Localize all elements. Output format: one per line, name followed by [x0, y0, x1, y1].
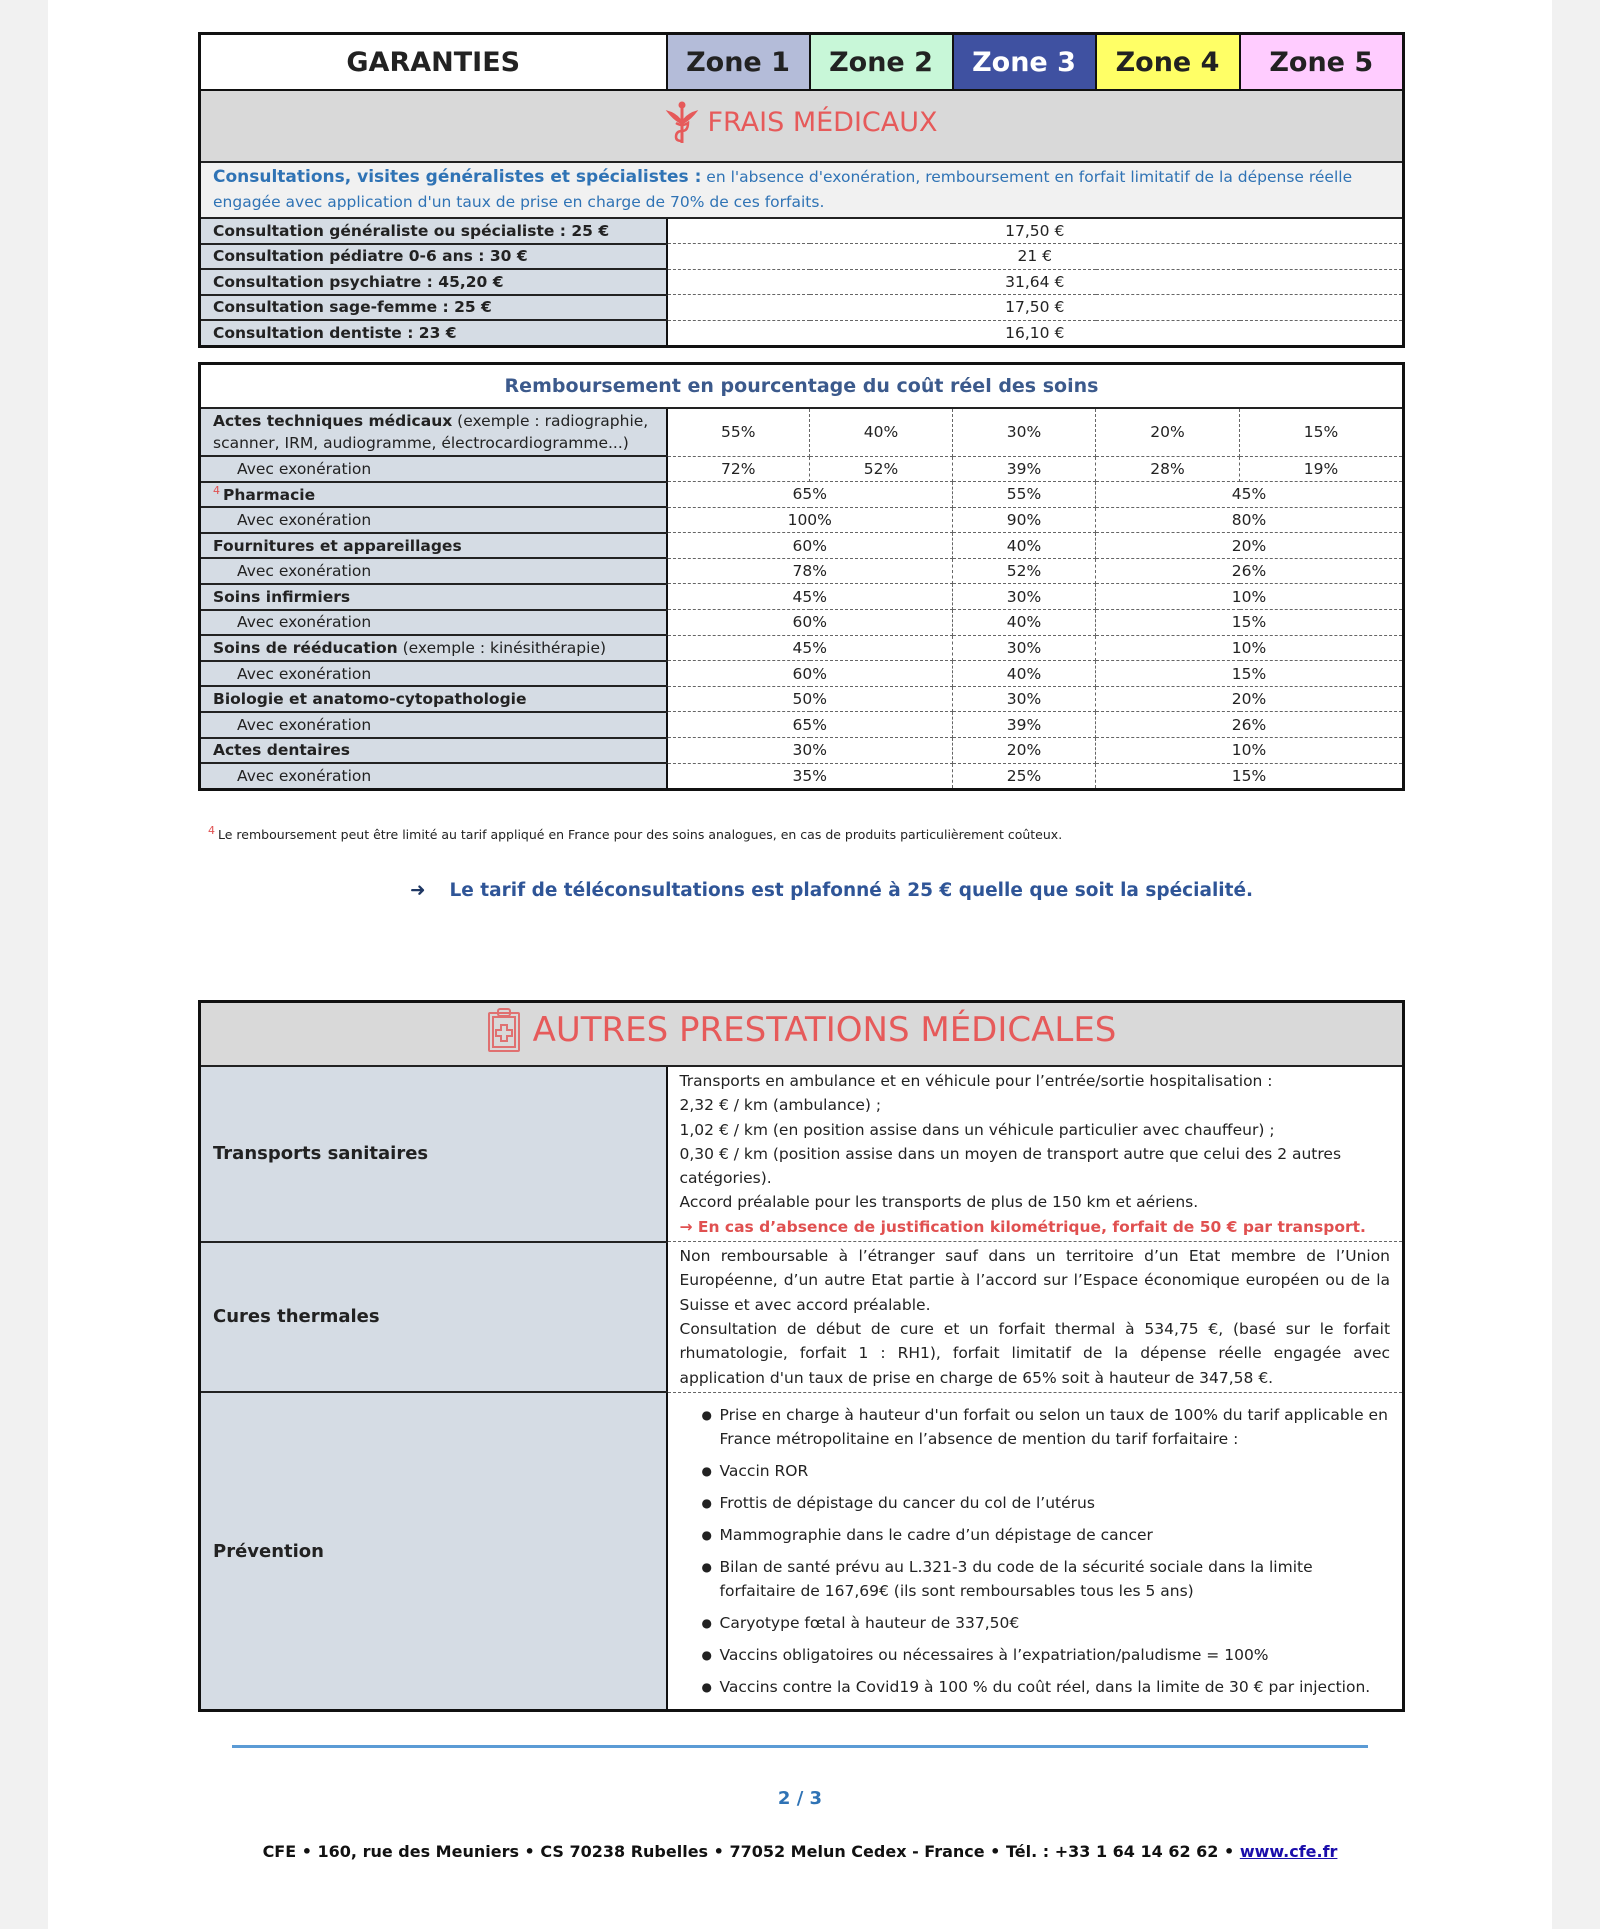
- consultation-value: 17,50 €: [667, 218, 1404, 244]
- footnote-text: Le remboursement peut être limité au tarif appliqué en France pour des soins analogues, en cas de produits particulièrement coûteux.: [218, 827, 1063, 843]
- table-row: [200, 1242, 1404, 1393]
- rate-cell: 90%: [953, 507, 1096, 533]
- rate-cell: 19%: [1240, 456, 1404, 482]
- table-row: Consultation dentiste : 23 € 16,10 €: [200, 320, 1404, 346]
- rate-cell: 40%: [810, 408, 953, 456]
- rate-cell: 40%: [953, 661, 1096, 687]
- list-item: ● Prise en charge à hauteur d'un forfait ou selon un taux de 100% du tarif applicable en France métropolitaine en l’absence de mention du tarif forfaitaire :: [720, 1403, 1391, 1451]
- prevention-list: [680, 1403, 1391, 1699]
- clipboard-plus-icon: [487, 1007, 521, 1053]
- rate-cell: 30%: [953, 635, 1096, 661]
- autres-banner: [200, 1002, 1404, 1067]
- list-item: ● Vaccins obligatoires ou nécessaires à l’expatriation/paludisme = 100%: [720, 1643, 1391, 1667]
- rate-cell: 15%: [1096, 610, 1404, 636]
- consultation-value: 21 €: [667, 244, 1404, 270]
- rate-cell: 20%: [1096, 686, 1404, 712]
- rate-cell: 15%: [1240, 408, 1404, 456]
- rate-cell: 78%: [667, 558, 953, 584]
- table-row: Avec exonération 60% 40% 15%: [200, 610, 1404, 636]
- footer-address: CFE • 160, rue des Meuniers • CS 70238 Rubelles • 77052 Melun Cedex - France • Tél. : +33 1 64 14 62 62 • www.cfe.fr: [262, 1842, 1338, 1861]
- rate-cell: 45%: [1096, 482, 1404, 508]
- prevention-label: Prévention: [200, 1392, 667, 1710]
- rate-cell: 72%: [667, 456, 810, 482]
- table-row: Avec exonération 78% 52% 26%: [200, 558, 1404, 584]
- rate-cell: 55%: [667, 408, 810, 456]
- table-row: [200, 1066, 1404, 1242]
- table-row: Actes dentaires 30% 20% 10%: [200, 738, 1404, 764]
- rate-cell: 10%: [1096, 635, 1404, 661]
- list-item: ● Vaccin ROR: [720, 1459, 1391, 1483]
- rate-cell: 20%: [1096, 408, 1240, 456]
- garanties-header: GARANTIES: [200, 34, 667, 91]
- table-row: Avec exonération 35% 25% 15%: [200, 763, 1404, 789]
- website-link[interactable]: www.cfe.fr: [1239, 1842, 1338, 1861]
- teleconsultation-text: Le tarif de téléconsultations est plafonné à 25 € quelle que soit la spécialité.: [449, 880, 1254, 901]
- table-row: Avec exonération 72% 52% 39% 28% 19%: [200, 456, 1404, 482]
- table-row: $^4$ Pharmacie 65% 55% 45%: [200, 482, 1404, 508]
- table-row: Avec exonération 100% 90% 80%: [200, 507, 1404, 533]
- footnote: [208, 824, 1062, 842]
- rate-cell: 26%: [1096, 712, 1404, 738]
- table-row: Consultation psychiatre : 45,20 € 31,64 €: [200, 269, 1404, 295]
- table-row: [200, 1392, 1404, 1710]
- pourcentage-table: [198, 362, 1405, 791]
- rate-cell: 10%: [1096, 584, 1404, 610]
- arrow-right-icon: ➜: [410, 880, 426, 901]
- list-item: ● Mammographie dans le cadre d’un dépistage de cancer: [720, 1523, 1391, 1547]
- rate-cell: 65%: [667, 482, 953, 508]
- frais-medicaux-banner: [200, 90, 1404, 162]
- list-item: ● Caryotype fœtal à hauteur de 337,50€: [720, 1611, 1391, 1635]
- rate-cell: 30%: [953, 686, 1096, 712]
- consultations-intro: [200, 162, 1404, 218]
- table-row: Consultation généraliste ou spécialiste : 25 € 17,50 €: [200, 218, 1404, 244]
- rate-cell: 55%: [953, 482, 1096, 508]
- rate-cell: 30%: [953, 408, 1096, 456]
- rate-cell: 35%: [667, 763, 953, 789]
- cures-description: Non remboursable à l’étranger sauf dans un territoire d’un Etat membre de l’Union Européenne, d’un autre Etat partie à l’accord sur l’Espace économique européen ou de la Suisse et avec accord préalable. Consultation de début de cure et un forfait thermal à 534,75 €, (basé sur le forfait rhumatologie, forfait 1 : RH1), forfait limitatif de la dépense réelle engagée avec application d'un taux de prise en charge de 65% soit à hauteur de 347,58 €.: [667, 1242, 1404, 1393]
- table-row: Avec exonération 60% 40% 15%: [200, 661, 1404, 687]
- table-row: Soins infirmiers 45% 30% 10%: [200, 584, 1404, 610]
- rate-cell: 52%: [810, 456, 953, 482]
- table-row: Biologie et anatomo-cytopathologie 50% 30% 20%: [200, 686, 1404, 712]
- rate-cell: 28%: [1096, 456, 1240, 482]
- rate-cell: 26%: [1096, 558, 1404, 584]
- caduceus-icon: [665, 101, 699, 145]
- rate-cell: 40%: [953, 610, 1096, 636]
- zone-4-header: Zone 4: [1096, 34, 1240, 91]
- autres-prestations-table: [198, 1000, 1405, 1712]
- teleconsultation-note: [410, 880, 1253, 901]
- rate-cell: 45%: [667, 584, 953, 610]
- frais-medicaux-title: FRAIS MÉDICAUX: [707, 107, 938, 138]
- autres-title: AUTRES PRESTATIONS MÉDICALES: [532, 1009, 1117, 1050]
- rate-cell: 60%: [667, 533, 953, 559]
- rate-cell: 40%: [953, 533, 1096, 559]
- rate-cell: 50%: [667, 686, 953, 712]
- transports-description: Transports en ambulance et en véhicule pour l’entrée/sortie hospitalisation : 2,32 € / km (ambulance) ; 1,02 € / km (en position assise dans un véhicule particulier avec chauffeur) ; 0,30 € / km (position assise dans un moyen de transport autre que celui des 2 autres catégories). Accord préalable pour les transports de plus de 150 km et aériens. → En cas d’absence de justification kilométrique, forfait de 50 € par transport.: [667, 1066, 1404, 1242]
- intro-bold: Consultations, visites généralistes et spécialistes :: [213, 167, 702, 187]
- footer-divider: [232, 1745, 1368, 1748]
- rate-cell: 60%: [667, 661, 953, 687]
- rate-cell: 39%: [953, 712, 1096, 738]
- pourcentage-title: Remboursement en pourcentage du coût réel des soins: [200, 364, 1404, 409]
- rate-cell: 20%: [953, 738, 1096, 764]
- consultation-value: 31,64 €: [667, 269, 1404, 295]
- table-row: Consultation sage-femme : 25 € 17,50 €: [200, 295, 1404, 321]
- rate-cell: 10%: [1096, 738, 1404, 764]
- table-row: Consultation pédiatre 0-6 ans : 30 € 21 €: [200, 244, 1404, 270]
- transport-warning: → En cas d’absence de justification kilométrique, forfait de 50 € par transport.: [679, 1217, 1366, 1236]
- table-row: Soins de rééducation (exemple : kinésithérapie) 45% 30% 10%: [200, 635, 1404, 661]
- rate-cell: 20%: [1096, 533, 1404, 559]
- intro-text: en l'absence d'exonération, remboursement en forfait limitatif de la dépense réelle engagée avec application d'un taux de prise en charge de 70% de ces forfaits.: [213, 168, 1353, 211]
- list-item: ● Bilan de santé prévu au L.321-3 du code de la sécurité sociale dans la limite forfaitaire de 167,69€ (ils sont remboursables tous les 5 ans): [720, 1555, 1391, 1603]
- transports-label: Transports sanitaires: [200, 1066, 667, 1242]
- rate-cell: 39%: [953, 456, 1096, 482]
- footnote-marker: 4: [213, 484, 220, 498]
- zone-3-header: Zone 3: [953, 34, 1096, 91]
- table-row: Avec exonération 65% 39% 26%: [200, 712, 1404, 738]
- consultation-value: 16,10 €: [1005, 323, 1065, 342]
- table-row: Actes techniques médicaux (exemple : radiographie, scanner, IRM, audiogramme, électrocardiogramme...) 55% 40% 30% 20% 15%: [200, 408, 1404, 456]
- rate-cell: 52%: [953, 558, 1096, 584]
- page-number: 2 / 3: [777, 1788, 823, 1809]
- rate-cell: 15%: [1096, 661, 1404, 687]
- header-row: [200, 34, 1404, 91]
- zone-2-header: Zone 2: [810, 34, 953, 91]
- list-item: ● Frottis de dépistage du cancer du col de l’utérus: [720, 1491, 1391, 1515]
- prevention-description: [667, 1392, 1404, 1710]
- rate-cell: 45%: [667, 635, 953, 661]
- rate-cell: 30%: [953, 584, 1096, 610]
- garanties-table: [198, 32, 1405, 348]
- rate-cell: 60%: [667, 610, 953, 636]
- rate-cell: 65%: [667, 712, 953, 738]
- rate-cell: 100%: [667, 507, 953, 533]
- zone-1-header: Zone 1: [667, 34, 810, 91]
- zone-5-header: Zone 5: [1240, 34, 1404, 91]
- rate-cell: 15%: [1231, 766, 1267, 785]
- list-item: ● Vaccins contre la Covid19 à 100 % du coût réel, dans la limite de 30 € par injection.: [720, 1675, 1391, 1699]
- consultation-value: 17,50 €: [667, 295, 1404, 321]
- rate-cell: 30%: [667, 738, 953, 764]
- rate-cell: 80%: [1096, 507, 1404, 533]
- table-row: Fournitures et appareillages 60% 40% 20%: [200, 533, 1404, 559]
- cures-label: Cures thermales: [200, 1242, 667, 1393]
- rate-cell: 25%: [953, 763, 1096, 789]
- footnote-marker: 4: [208, 824, 215, 837]
